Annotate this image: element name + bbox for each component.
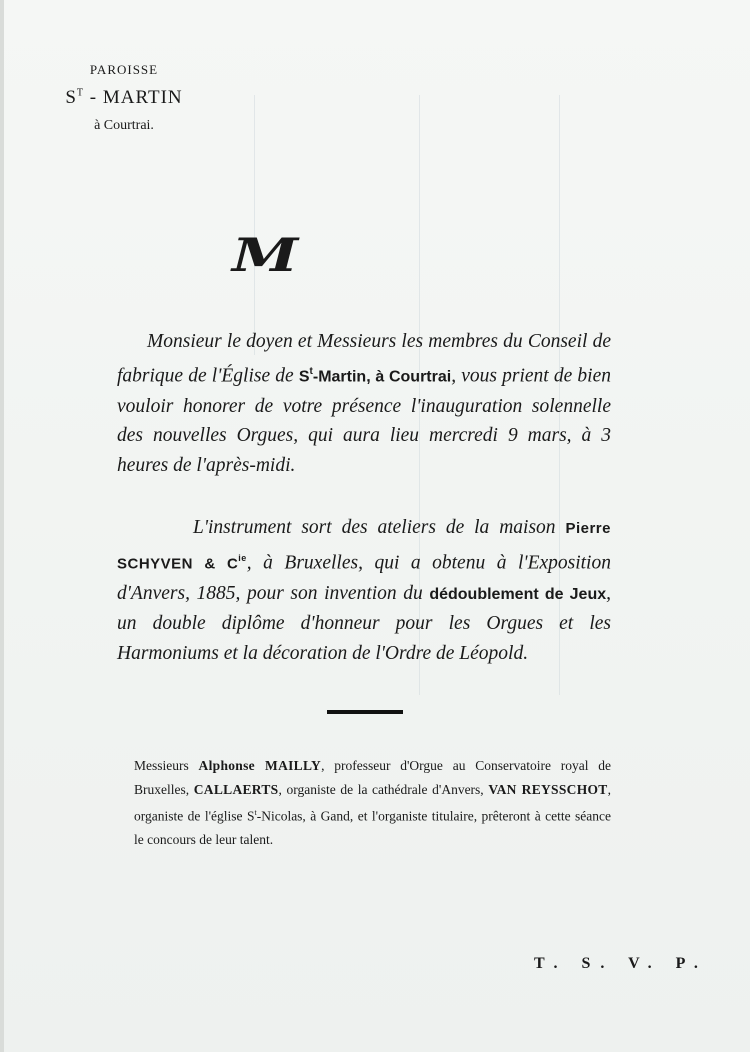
parish-header	[44, 62, 204, 134]
salutation-monogram: M	[232, 228, 299, 282]
instrument-paragraph: L'instrument sort des ateliers de la maison Pierre SCHYVEN & $C^{ie}$, à Bruxelles, qui a obtenu à l'Exposition d'Anvers, 1885, pour son invention du dédoublement de Jeux, un double diplôme d'honneur pour les Orgues et les Harmoniums et la décoration de l'Ordre de Léopold.	[117, 517, 611, 664]
invitation-paragraph: Monsieur le doyen et Messieurs les membres du Conseil de fabrique de l'Église de $S^t$-Martin, à Courtrai, vous prient de bien vouloir honorer de votre présence l'inauguration solennelle des nouvelles Orgues, qui aura lieu mercredi 9 mars, à 3 heures de l'après-midi.	[117, 331, 612, 476]
divider-rule	[327, 710, 403, 714]
parish-label: PAROISSE	[89, 62, 159, 77]
parish-name: $S^T$ - MARTIN	[65, 87, 183, 108]
turn-over-mark: T. S. V. P.	[534, 955, 708, 972]
performers-note: Messieurs Alphonse MAILLY, professeur d'Orgue au Conservatoire royal de Bruxelles, CALLAERTS, organiste de la cathédrale d'Anvers, VAN REYSSCHOT, organiste de l'église $S^t$-Nicolas, à Gand, et l'organiste titulaire, prêteront à cette séance le concours de leur talent.	[134, 758, 611, 847]
parish-location: à Courtrai.	[94, 118, 154, 133]
bleed-through-line	[254, 95, 255, 355]
